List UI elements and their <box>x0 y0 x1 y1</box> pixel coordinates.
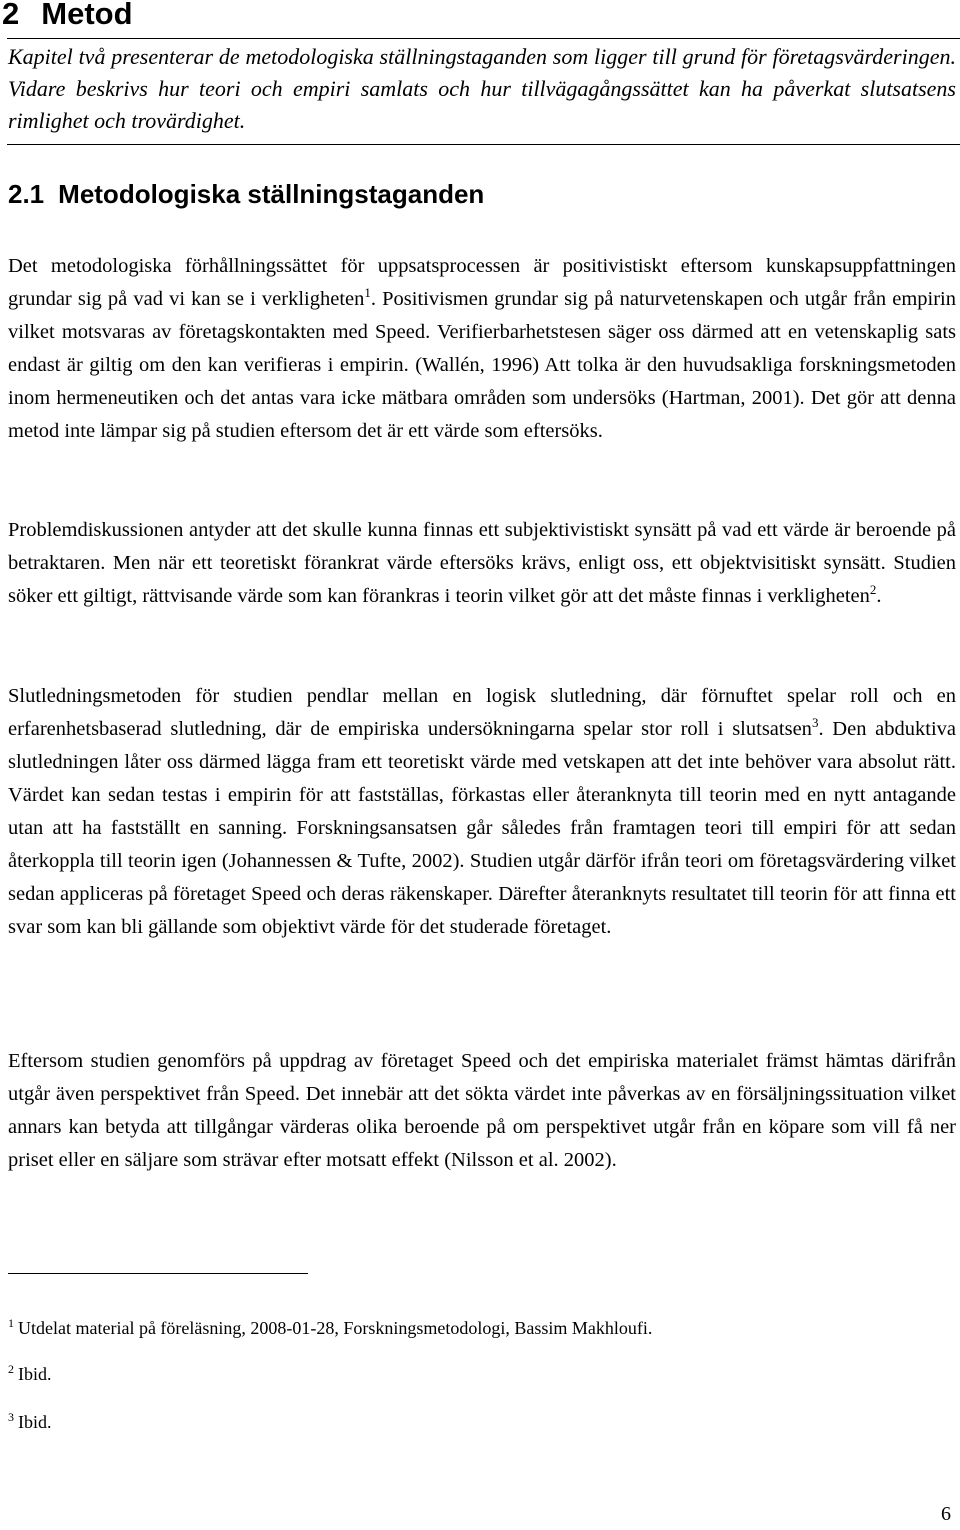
footnote-mark: 3 <box>8 1410 14 1424</box>
intro-bottom-rule <box>7 144 960 145</box>
footnote-reference-2: 2 <box>869 582 877 598</box>
footnote-mark: 2 <box>8 1362 14 1376</box>
paragraph-text: Slutledningsmetoden för studien pendlar mellan en logisk slutledning, där förnuftet spelar roll och en erfarenhetsbaserad slutledning, där de empiriska undersökningarna spelar stor roll i slutsatsen <box>8 685 956 740</box>
paragraph-positivism <box>8 250 956 448</box>
footnote-reference-3: 3 <box>811 715 819 731</box>
paragraph-text: Problemdiskussionen antyder att det skulle kunna finnas ett subjektivistiskt synsätt på vad ett värde är beroende på betraktaren. Men när ett teoretiskt förankrat värde eftersöks krävs, enligt oss, ett objektvisitiskt synsätt. Studien söker ett giltigt, rättvisande värde som kan förankras i teorin vilket gör att det måste finnas i verkligheten <box>8 519 956 607</box>
intro-top-rule <box>7 38 960 39</box>
paragraph-text: . <box>876 585 882 607</box>
section-number: 2.1 <box>8 179 45 209</box>
footnote-text: Ibid. <box>18 1364 52 1384</box>
footnote-separator <box>8 1273 308 1274</box>
footnote-2 <box>8 1362 52 1386</box>
section-heading <box>8 176 484 212</box>
paragraph-speed-perspective: Eftersom studien genomförs på uppdrag av företaget Speed och det empiriska materialet främst hämtas därifrån utgår även perspektivet från Speed. Det innebär att det sökta värdet inte påverkas av en försäljningssituation vilket annars kan betyda att tillgångar värderas olika beroende på om perspektivet utgår från en köpare som vill få ner priset eller en säljare som strävar efter motsatt effekt (Nilsson et al. 2002). <box>8 1050 956 1171</box>
paragraph-text: . Positivismen grundar sig på naturvetenskapen och utgår från empirin vilket motsvaras av företagskontakten med Speed. Verifierbarhetstesen säger oss därmed att en vetenskaplig sats endast är giltig om den kan verifieras i empirin. (Wallén, 1996) Att tolka är den huvudsakliga forskningsmetoden inom hermeneutiken och det antas vara icke mätbara områden som undersöks (Hartman, 2001). Det gör att denna metod inte lämpar sig på studien eftersom det är ett värde som eftersöks. <box>8 288 956 442</box>
footnote-text: Utdelat material på föreläsning, 2008-01-28, Forskningsmetodologi, Bassim Makhloufi. <box>18 1318 653 1338</box>
chapter-heading <box>2 0 133 34</box>
chapter-title: Metod <box>41 0 133 31</box>
footnote-mark: 1 <box>8 1316 14 1330</box>
paragraph-text: . Den abduktiva slutledningen låter oss därmed lägga fram ett teoretiskt värde med vetskapen att det inte behöver vara absolut rätt. Värdet kan sedan testas i empirin för att fastställas, förkastas eller återanknyta till teorin med en nytt antagande utan att ha fastställt en sanning. Forskningsansatsen går således från framtagen teori till empiri för att sedan återkoppla till teorin igen (Johannessen & Tufte, 2002). Studien utgår därför ifrån teori om företagsvärdering vilket sedan appliceras på företaget Speed och deras räkenskaper. Därefter återanknyts resultatet till teorin för att finna ett svar som kan bli gällande som objektivt värde för det studerade företaget. <box>8 718 956 938</box>
chapter-number: 2 <box>2 0 20 31</box>
paragraph-text: Det metodologiska förhållningssättet för uppsatsprocessen är positivistiskt eftersom kunskapsuppfattningen grundar sig på vad vi kan se i verkligheten <box>8 255 956 310</box>
paragraph-perspective <box>8 514 956 613</box>
footnote-reference-1: 1 <box>364 285 371 301</box>
paragraph-inference <box>8 680 956 944</box>
footnote-1 <box>8 1316 652 1340</box>
chapter-intro: Kapitel två presenterar de metodologiska ställningstaganden som ligger till grund för företagsvärderingen. Vidare beskrivs hur teori och empiri samlats och hur tillvägagångssättet kan ha påverkat slutsatsens rimlighet och trovärdighet. <box>8 44 956 133</box>
footnote-3 <box>8 1410 52 1434</box>
page-number: 6 <box>941 1503 951 1525</box>
footnote-text: Ibid. <box>18 1412 52 1432</box>
section-title: Metodologiska ställningstaganden <box>58 179 485 209</box>
